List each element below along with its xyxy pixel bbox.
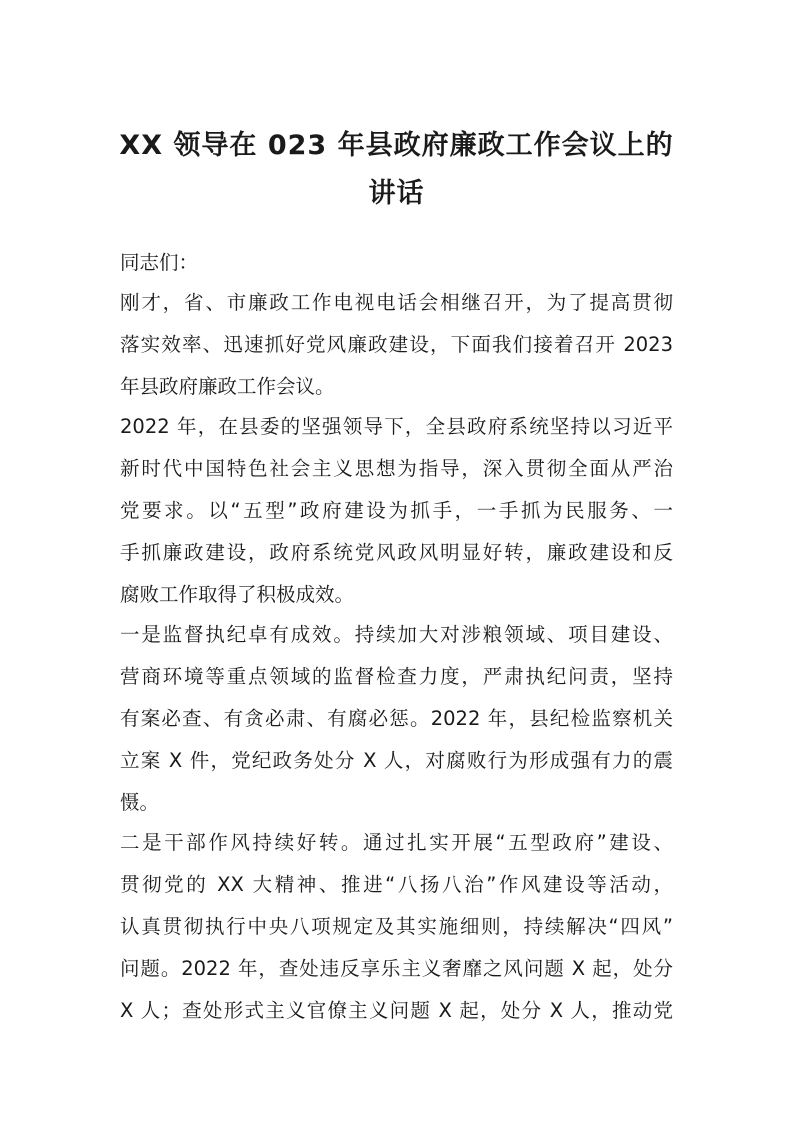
paragraph-line: 年县政府廉政工作会议。: [120, 375, 335, 398]
paragraph-line: 营商环境等重点领域的监督检查力度，严肃执纪问责，坚持: [120, 665, 673, 688]
paragraph-line: 问题。2022 年，查处违反享乐主义奢靡之风问题 X 起，处分: [120, 957, 673, 980]
document-title-line-2: 讲话: [368, 178, 425, 209]
paragraph-line: 刚才，省、市廉政工作电视电话会相继召开，为了提高贯彻: [120, 291, 673, 314]
document-title-line-1: XX 领导在 023 年县政府廉政工作会议上的: [119, 130, 674, 161]
paragraph-line: 立案 X 件，党纪政务处分 X 人，对腐败行为形成强有力的震: [120, 749, 673, 772]
paragraph-line: 腐败工作取得了积极成效。: [120, 583, 355, 606]
paragraph-line: 二是干部作风持续好转。通过扎实开展“五型政府”建设、: [120, 831, 673, 854]
paragraph-line: 一是监督执纪卓有成效。持续加大对涉粮领域、项目建设、: [120, 623, 673, 646]
paragraph-line: X 人；查处形式主义官僚主义问题 X 起，处分 X 人，推动党: [120, 999, 673, 1022]
paragraph-line: 2022 年，在县委的坚强领导下，全县政府系统坚持以习近平: [120, 415, 673, 438]
salutation: 同志们：: [120, 251, 199, 274]
paragraph-line: 手抓廉政建设，政府系统党风政风明显好转，廉政建设和反: [120, 541, 673, 564]
paragraph-line: 新时代中国特色社会主义思想为指导，深入贯彻全面从严治: [120, 457, 673, 480]
paragraph-line: 有案必查、有贪必肃、有腐必惩。2022 年，县纪检监察机关: [120, 707, 673, 730]
paragraph-line: 认真贯彻执行中央八项规定及其实施细则，持续解决“四风”: [120, 915, 673, 938]
paragraph-line: 慑。: [120, 791, 160, 814]
paragraph-line: 贯彻党的 XX 大精神、推进“八扬八治”作风建设等活动，: [120, 873, 673, 896]
paragraph-line: 党要求。以“五型”政府建设为抓手，一手抓为民服务、一: [120, 499, 673, 522]
paragraph-line: 落实效率、迅速抓好党风廉政建设，下面我们接着召开 2023: [120, 333, 673, 356]
